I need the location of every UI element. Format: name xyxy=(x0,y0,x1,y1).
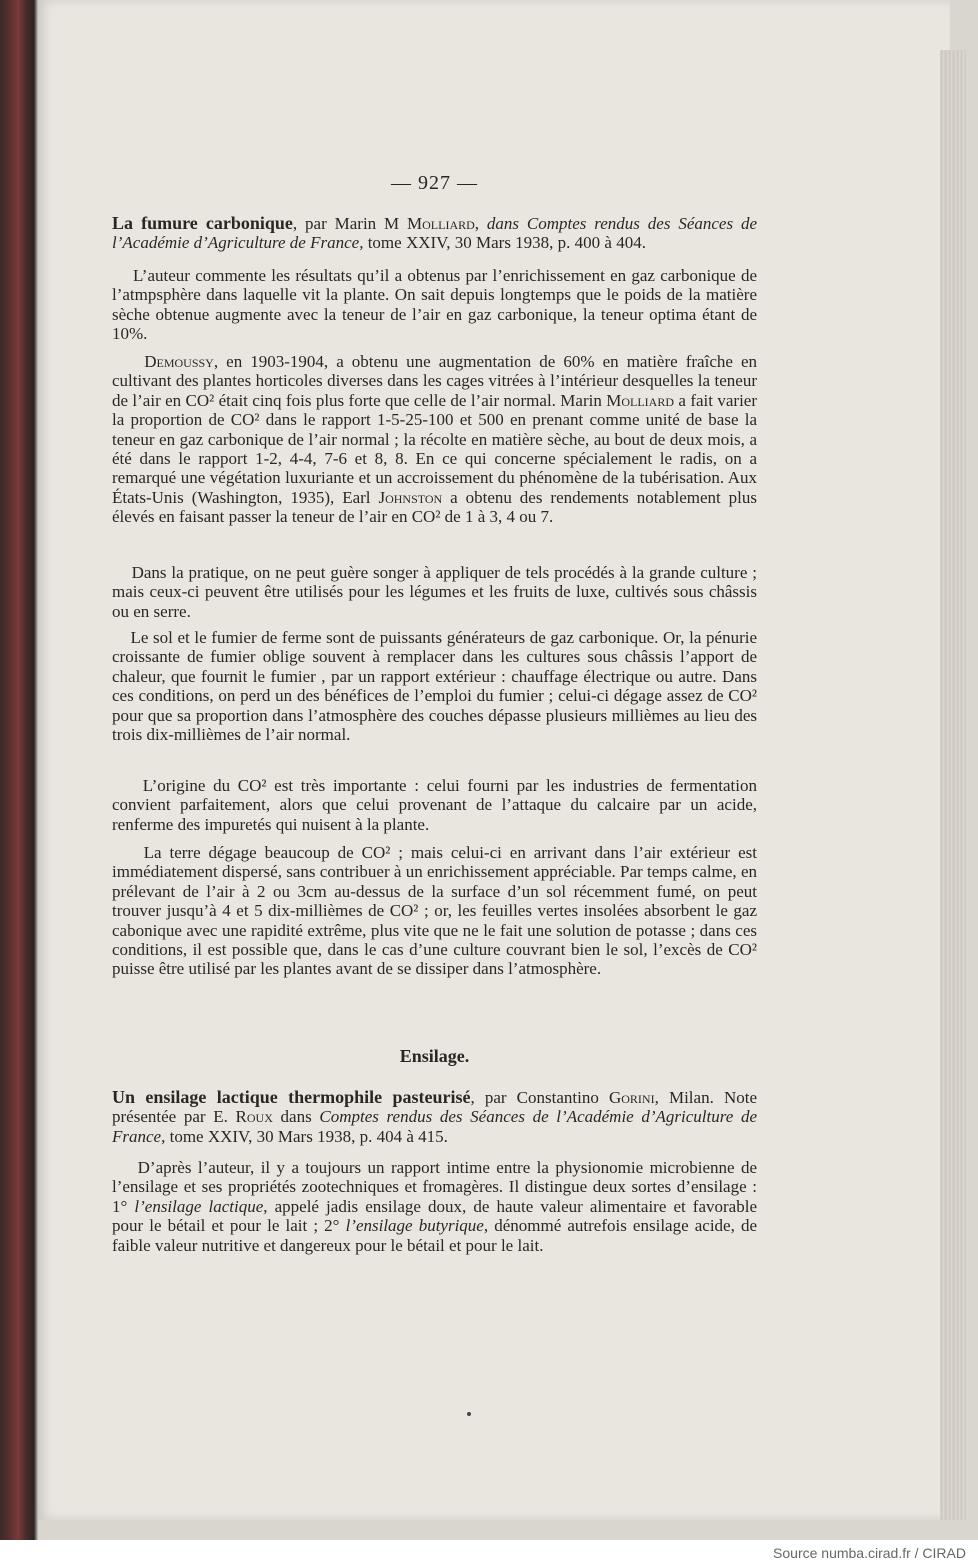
article-1-paragraph-5 xyxy=(112,776,757,834)
article-2-paragraph-1-text-a: D’après l’auteur, il y a toujours un rapport intime entre la physionomie microbienne de l’ensilage et ses propriétés zootechniques et fromagères. Il distingue deux sortes d’ensilage : 1° xyxy=(112,1158,757,1216)
article-1-title: La fumure carbonique xyxy=(112,213,293,233)
article-1-reference-tail: tome XXIV, 30 Mars 1938, p. 400 à 404. xyxy=(363,233,646,253)
article-2-author: Gorini xyxy=(608,1088,655,1107)
ensilage-butyrique: l’ensilage butyrique xyxy=(345,1216,484,1236)
page-number: — 927 — xyxy=(391,172,478,194)
article-2-byline-dans: dans xyxy=(272,1107,320,1127)
article-1-paragraph-2-text-a: , en 1903-1904, a obtenu une augmentation de 60% en matière fraîche en cultivant des plantes horticoles diverses dans les cages vitrées à l’intérieur desquelles la teneur de l’air en CO² était cinq fois plus forte que celle de l’air normal. Marin xyxy=(112,352,758,410)
article-1-paragraph-1-text: L’auteur commente les résultats qu’il a obtenus par l’enrichissement en gaz carbonique de l’atmpsphère dans laquelle vit la plante. On sait depuis longtemps que le poids de la matière sèche obtenue augmente avec la teneur de l’air en gaz carbonique, la teneur optima étant de 10%. xyxy=(112,266,758,344)
article-1-header: La fumure carbonique, par Marin M Molliard, dans Comptes rendus des Séances de l’Académie d’Agriculture de France, tome XXIV, 30 Mars 1938, p. 400 à 404. xyxy=(112,213,757,253)
article-2-byline: , par Constantino xyxy=(470,1088,609,1107)
article-1-paragraph-6-text: La terre dégage beaucoup de CO² ; mais celui-ci en arrivant dans l’air extérieur est immédiatement dispersé, sans contribuer à un enrichissement appréciable. Par temps calme, en prélevant de l’air à 2 ou 3cm au-dessus de la surface d’un sol récemment fumé, on peut trouver jusqu’à 4 et 5 dix-millièmes de CO² ; or, les feuilles vertes insolées absorbent le gaz cabonique avec une rapidité extrême, plus vite que ne le fait une solution de potasse ; dans ces conditions, il est possible que, dans le cas d’une culture couvrant bien le sol, l’excès de CO² puisse être utilisé par les plantes avant de se dissiper dans l’atmosphère. xyxy=(112,843,758,979)
article-1-paragraph-4-text: Le sol et le fumier de ferme sont de puissants générateurs de gaz carbonique. Or, la pénurie croissante de fumier oblige souvent à remplacer dans les cultures sous châssis l’apport de chaleur, que fournit le fumier , par un rapport extérieur : chauffage électrique ou autre. Dans ces conditions, on perd un des bénéfices de l’emploi du fumier ; celui-ci dégage assez de CO² pour que sa proportion dans l’atmosphère des couches dépasse plusieurs millièmes au lieu des trois dix-millièmes de l’air normal. xyxy=(112,628,757,745)
article-1-paragraph-2-text-c: a obtenu des rendements notablement plus élevés en faisant passer la teneur de l’air en CO² de 1 à 3, 4 ou 7. xyxy=(112,487,758,527)
author-johnston: Johnston xyxy=(378,487,443,507)
article-2-paragraph-1 xyxy=(112,1158,757,1255)
ink-dot xyxy=(467,1412,471,1416)
section-heading-ensilage: Ensilage. xyxy=(399,1046,470,1066)
author-demoussy: Demoussy xyxy=(144,352,214,371)
article-2-paragraph-1-text-b: , appelé jadis ensilage doux, de haute valeur alimentaire et favorable pour le bétail et pour le lait ; 2° xyxy=(112,1196,757,1236)
article-1-byline: , par Marin M xyxy=(292,214,408,233)
article-1-paragraph-2-text-b: a fait varier la proportion de CO² dans le rapport 1-5-25-100 et 500 en prenant comme unité de base la teneur en gaz carbonique de l’air normal ; la récolte en matière sèche, au bout de deux mois, a été dans le rapport 1-2, 4-4, 7-6 et 8, 8. En ce qui concerne spécialement le radis, on a remarqué une végétation luxuriante et un accroissement du phénomène de la tubérisation. Aux États-Unis (Washington, 1935), Earl xyxy=(112,390,757,507)
article-2-paragraph-1-text-c: , dénommé autrefois ensilage acide, de faible valeur nutritive et dangereux pour le bétail et pour le lait. xyxy=(112,1216,757,1255)
article-2-byline-mid: , Milan. Note présentée par E. xyxy=(112,1088,757,1127)
article-1-paragraph-3 xyxy=(112,563,757,621)
ensilage-lactique: l’ensilage lactique xyxy=(134,1196,264,1216)
article-2-reference: Comptes rendus des Séances de l’Académie d’Agriculture de France, xyxy=(112,1107,757,1146)
article-1-author: Molliard xyxy=(407,214,475,233)
article-1-paragraph-2 xyxy=(112,352,757,527)
book-binding xyxy=(0,0,38,1540)
article-1-paragraph-3-text: Dans la pratique, on ne peut guère songer à appliquer de tels procédés à la grande culture ; mais ceux-ci peuvent être utilisés pour les légumes et les fruits de luxe, cultivés sous châssis ou en serre. xyxy=(112,563,758,621)
article-1-paragraph-1 xyxy=(112,266,757,344)
article-2-header xyxy=(112,1088,757,1146)
article-2-presenter: Roux xyxy=(235,1107,273,1127)
article-2-reference-tail: tome XXIV, 30 Mars 1938, p. 404 à 415. xyxy=(165,1126,448,1146)
source-credit: Source numba.cirad.fr / CIRAD xyxy=(773,1545,966,1561)
page-edges xyxy=(940,50,966,1520)
article-2-title: Un ensilage lactique thermophile pasteurisé xyxy=(112,1087,471,1107)
article-1-paragraph-4 xyxy=(112,628,757,744)
author-molliard: Molliard xyxy=(606,390,675,410)
article-1-paragraph-5-text: L’origine du CO² est très importante : celui fourni par les industries de fermentation convient parfaitement, alors que celui provenant de l’attaque du calcaire par un acide, renferme des impuretés qui nuisent à la plante. xyxy=(112,776,758,834)
article-1-paragraph-6 xyxy=(112,843,757,979)
article-1-reference: dans Comptes rendus des Séances de l’Académie d’Agriculture de France, xyxy=(112,214,757,253)
